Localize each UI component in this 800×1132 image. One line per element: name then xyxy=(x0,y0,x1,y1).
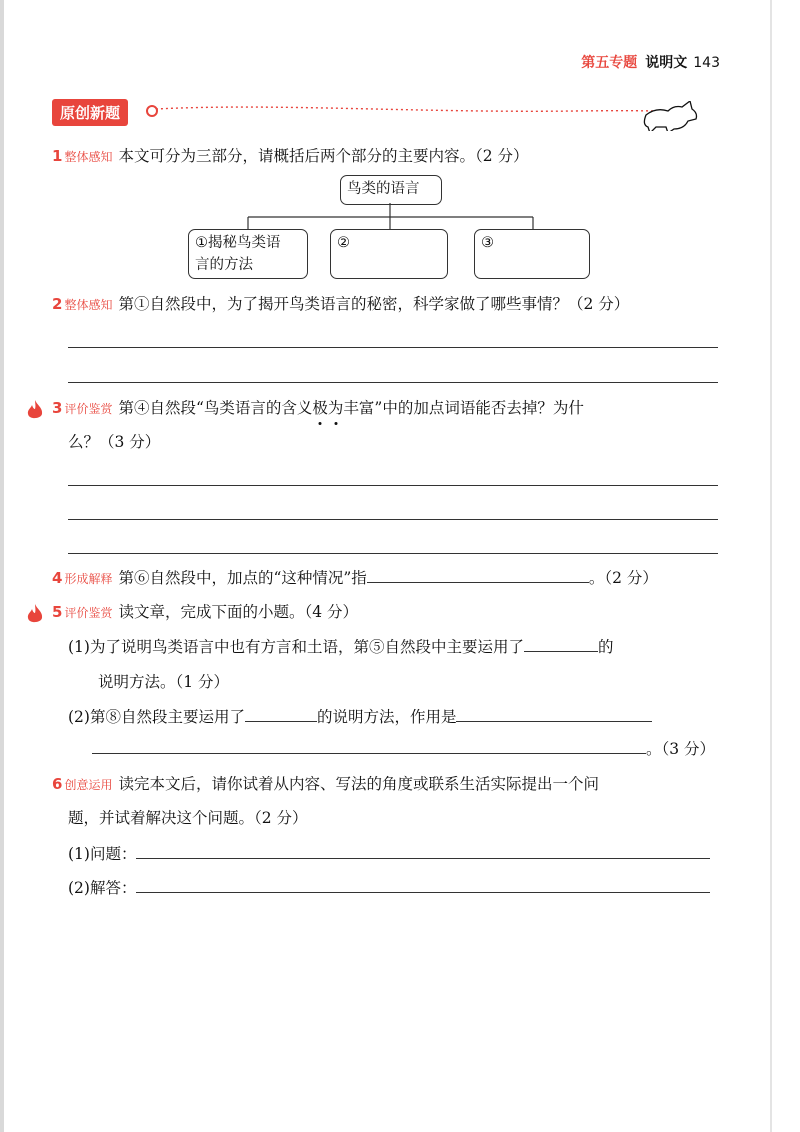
blank-field[interactable] xyxy=(367,582,589,583)
structure-diagram xyxy=(188,175,598,285)
answer-field[interactable] xyxy=(136,892,710,893)
page-header xyxy=(581,52,720,72)
blank-field[interactable] xyxy=(456,721,652,722)
diagram-box-3[interactable] xyxy=(474,229,590,279)
question-tag: 创意运用 xyxy=(64,778,113,792)
dotted-word: 为 xyxy=(327,399,344,417)
section-title: 第五专题 xyxy=(581,55,638,71)
question-number: 4 xyxy=(52,569,63,587)
question-number: 3 xyxy=(52,399,63,417)
blank-field[interactable] xyxy=(245,721,317,722)
question-text: 读文章，完成下面的小题。（4 分） xyxy=(118,603,358,621)
question-text: 读完本文后，请你试着从内容、写法的角度或联系生活实际提出一个问 xyxy=(118,775,599,793)
question-text: (1)为了说明鸟类语言中也有方言和土语，第⑤自然段中主要运用了 xyxy=(68,638,524,656)
cat-decoration-icon xyxy=(156,101,722,131)
question-text: (2)解答： xyxy=(68,879,137,897)
diagram-box-1-line2: 言的方法 xyxy=(195,257,253,273)
page-number: 143 xyxy=(693,55,720,71)
sub-question-1 xyxy=(68,635,613,659)
answer-line[interactable] xyxy=(68,553,718,554)
question-text: 第⑥自然段中，加点的“这种情况”指 xyxy=(118,569,367,587)
question-text: 。（2 分） xyxy=(588,569,658,587)
diagram-box-2[interactable] xyxy=(330,229,448,279)
question-text: (2)第⑧自然段主要运用了 xyxy=(68,708,245,726)
page-edge xyxy=(0,0,4,1132)
flame-icon xyxy=(26,399,44,421)
banner-label: 原创新题 xyxy=(52,99,128,126)
question-tag: 形成解释 xyxy=(64,572,113,586)
answer-line[interactable] xyxy=(68,382,718,383)
diagram-box-1-line1: ①揭秘鸟类语 xyxy=(195,235,281,251)
subject-title: 说明文 xyxy=(645,55,688,71)
diagram-root-label: 鸟类的语言 xyxy=(347,181,420,197)
answer-line[interactable] xyxy=(68,347,718,348)
question-text: 的说明方法，作用是 xyxy=(316,708,457,726)
question-number: 1 xyxy=(52,147,63,165)
diagram-box-3-label: ③ xyxy=(481,235,494,251)
question-tag: 整体感知 xyxy=(64,150,113,164)
sub-question-2-cont xyxy=(92,737,715,761)
answer-row xyxy=(68,876,710,900)
problem-field[interactable] xyxy=(136,858,710,859)
question-1 xyxy=(52,144,529,169)
question-6 xyxy=(52,772,599,797)
page-edge xyxy=(770,0,772,1132)
question-text: 么？（3 分） xyxy=(68,433,161,451)
question-3 xyxy=(52,396,584,421)
question-number: 6 xyxy=(52,775,63,793)
question-2 xyxy=(52,292,629,317)
question-tag: 评价鉴赏 xyxy=(64,402,113,416)
question-number: 2 xyxy=(52,295,63,313)
question-number: 5 xyxy=(52,603,63,621)
question-text: 第④自然段“鸟类语言的含义 xyxy=(118,399,313,417)
question-6-cont xyxy=(68,806,308,830)
question-3-cont xyxy=(68,430,160,454)
question-text: 说明方法。（1 分） xyxy=(98,673,230,691)
question-tag: 整体感知 xyxy=(64,298,113,312)
question-tag: 评价鉴赏 xyxy=(64,606,113,620)
question-text: 。（3 分） xyxy=(646,740,716,758)
sub-question-2 xyxy=(68,705,652,729)
question-text: 题，并试着解决这个问题。（2 分） xyxy=(68,809,308,827)
problem-row xyxy=(68,842,710,866)
question-4 xyxy=(52,566,658,591)
question-text: 的 xyxy=(597,638,614,656)
diagram-connectors xyxy=(188,175,598,235)
question-5 xyxy=(52,600,358,625)
dotted-word: 极 xyxy=(312,399,328,417)
answer-line[interactable] xyxy=(68,485,718,486)
question-text: (1)问题： xyxy=(68,845,137,863)
blank-field[interactable] xyxy=(92,753,646,754)
section-banner xyxy=(52,95,722,135)
answer-line[interactable] xyxy=(68,519,718,520)
sub-question-1-cont xyxy=(98,670,229,694)
blank-field[interactable] xyxy=(524,651,598,652)
diagram-box-1 xyxy=(188,229,308,279)
question-text: 第①自然段中，为了揭开鸟类语言的秘密，科学家做了哪些事情？（2 分） xyxy=(118,295,630,313)
diagram-box-2-label: ② xyxy=(337,235,350,251)
question-text: 本文可分为三部分，请概括后两个部分的主要内容。（2 分） xyxy=(118,147,529,165)
flame-icon xyxy=(26,603,44,625)
question-text: 丰富”中的加点词语能否去掉？为什 xyxy=(343,399,584,417)
